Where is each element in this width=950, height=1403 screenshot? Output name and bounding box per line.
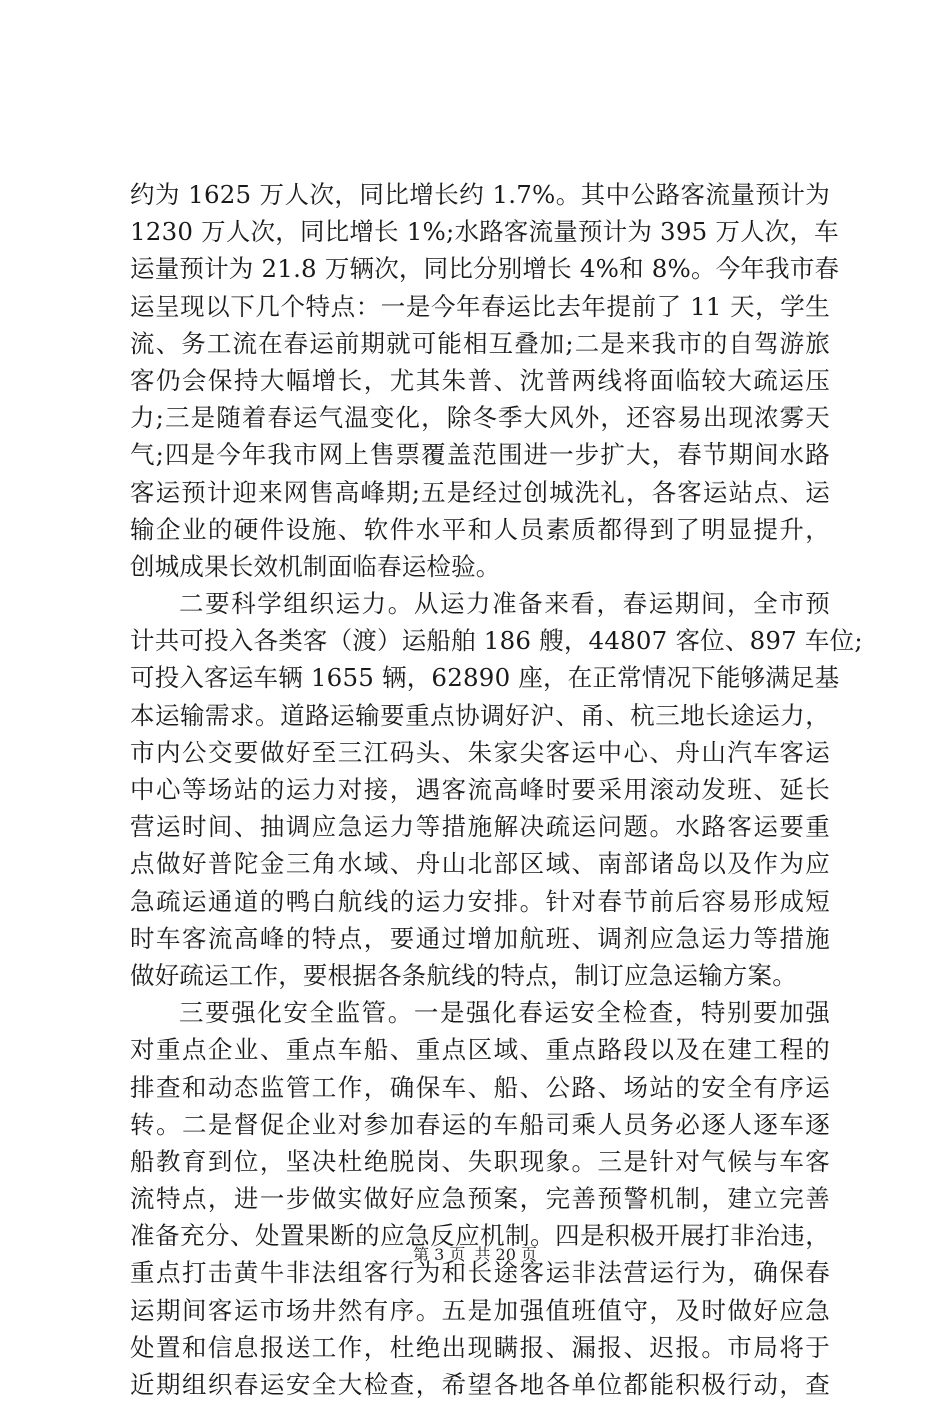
text-line: 力;三是随着春运气温变化，除冬季大风外，还容易出现浓雾天 bbox=[130, 403, 830, 433]
text-line: 急疏运通道的鸭白航线的运力安排。针对春节前后容易形成短 bbox=[130, 886, 830, 916]
text-line: 1230 万人次，同比增长 1%;水路客流量预计为 395 万人次，车 bbox=[130, 217, 839, 247]
text-line: 中心等场站的运力对接，遇客流高峰时要采用滚动发班、延长 bbox=[130, 775, 830, 804]
text-line: 船教育到位，坚决杜绝脱岗、失职现象。三是针对气候与车客 bbox=[130, 1146, 830, 1176]
text-line: 处置和信息报送工作，杜绝出现瞒报、漏报、迟报。市局将于 bbox=[130, 1332, 830, 1362]
text-line: 客仍会保持大幅增长，尤其朱普、沈普两线将面临较大疏运压 bbox=[130, 365, 830, 395]
text-line: 流特点，进一步做实做好应急预案，完善预警机制，建立完善 bbox=[130, 1184, 830, 1214]
text-line: 流、务工流在春运前期就可能相互叠加;二是来我市的自驾游旅 bbox=[130, 328, 830, 358]
text-line: 营运时间、抽调应急运力等措施解决疏运问题。水路客运要重 bbox=[130, 812, 830, 842]
text-line: 运期间客运市场井然有序。五是加强值班值守，及时做好应急 bbox=[130, 1295, 830, 1325]
text-line: 转。二是督促企业对参加春运的车船司乘人员务必逐人逐车逐 bbox=[130, 1109, 830, 1139]
text-line: 时车客流高峰的特点，要通过增加航班、调剂应急运力等措施 bbox=[130, 923, 830, 953]
text-line: 重点打击黄牛非法组客行为和长途客运非法营运行为，确保春 bbox=[130, 1258, 830, 1288]
page-footer bbox=[0, 1242, 950, 1265]
text-line: 市内公交要做好至三江码头、朱家尖客运中心、舟山汽车客运 bbox=[130, 737, 830, 767]
text-line: 气;四是今年我市网上售票覆盖范围进一步扩大，春节期间水路 bbox=[130, 440, 830, 470]
paragraph bbox=[130, 176, 840, 585]
text-line: 近期组织春运安全大检查，希望各地各单位都能积极行动，查 bbox=[130, 1370, 830, 1399]
body-text bbox=[130, 176, 863, 1403]
text-line: 准备充分、处置果断的应急反应机制。四是积极开展打非治违， bbox=[130, 1221, 830, 1251]
paragraph bbox=[130, 994, 830, 1403]
text-line: 对重点企业、重点车船、重点区域、重点路段以及在建工程的 bbox=[130, 1035, 830, 1065]
text-line: 运呈现以下几个特点：一是今年春运比去年提前了 11 天，学生 bbox=[130, 291, 830, 321]
page-total: 共 20 页 bbox=[474, 1245, 537, 1264]
text-line: 输企业的硬件设施、软件水平和人员素质都得到了明显提升， bbox=[130, 514, 830, 544]
text-line: 客运预计迎来网售高峰期;五是经过创城洗礼，各客运站点、运 bbox=[130, 477, 830, 507]
text-line: 排查和动态监管工作，确保车、船、公路、场站的安全有序运 bbox=[130, 1072, 830, 1102]
text-line: 创城成果长效机制面临春运检验。 bbox=[130, 551, 501, 581]
text-line: 二要科学组织运力。从运力准备来看，春运期间，全市预 bbox=[179, 589, 830, 619]
text-line: 运量预计为 21.8 万辆次，同比分别增长 4%和 8%。今年我市春 bbox=[130, 254, 840, 284]
text-line: 点做好普陀金三角水域、舟山北部区域、南部诸岛以及作为应 bbox=[130, 849, 830, 879]
paragraph bbox=[130, 585, 863, 994]
text-line: 计共可投入各类客（渡）运船舶 186 艘，44807 客位、897 车位; bbox=[130, 626, 863, 656]
text-line: 做好疏运工作，要根据各条航线的特点，制订应急运输方案。 bbox=[130, 960, 797, 990]
text-line: 约为 1625 万人次，同比增长约 1.7%。其中公路客流量预计为 bbox=[130, 180, 830, 209]
text-line: 三要强化安全监管。一是强化春运安全检查，特别要加强 bbox=[179, 998, 830, 1028]
text-line: 可投入客运车辆 1655 辆，62890 座，在正常情况下能够满足基 bbox=[130, 663, 840, 693]
text-line: 本运输需求。道路运输要重点协调好沪、甬、杭三地长途运力， bbox=[130, 700, 830, 730]
page-number: 第 3 页 bbox=[413, 1245, 466, 1264]
